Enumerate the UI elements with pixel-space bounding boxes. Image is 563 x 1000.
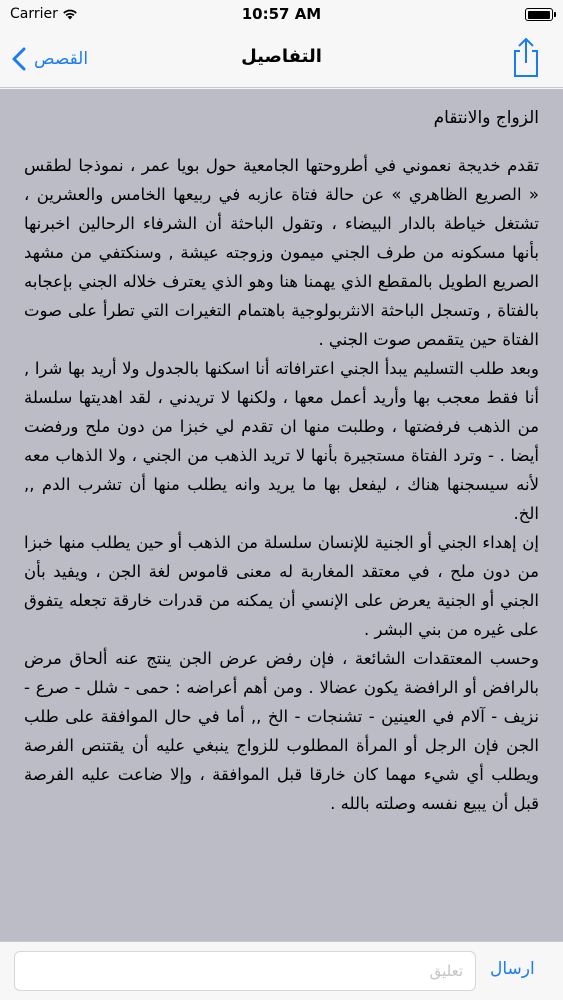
status-time: 10:57 AM	[241, 5, 322, 23]
share-icon[interactable]	[509, 36, 543, 78]
back-button-label: القصص	[34, 49, 89, 69]
comment-input[interactable]	[14, 951, 476, 991]
comment-bar	[0, 941, 563, 1000]
status-bar	[0, 0, 563, 30]
story-article	[0, 89, 563, 818]
navigation-bar	[0, 30, 563, 88]
battery-icon	[525, 8, 553, 21]
story-content[interactable]	[0, 89, 563, 941]
page-title: التفاصيل	[241, 46, 322, 67]
send-button[interactable]: ارسال	[490, 959, 535, 979]
story-title: الزواج والانتقام	[433, 108, 539, 128]
carrier-label: Carrier	[10, 6, 58, 22]
story-body: تقدم خديجة نعموني في أطروحتها الجامعية حول بويا عمر ، نموذجا لطقس « الصريع الظاهري » عن حالة فتاة عازبه في ربيعها الخامس والعشرين ، تشتغل خياطة بالدار البيضاء ، وتقول الباحثة أن الشرفاء الرحالين اخبرنها بأنها مسكونه من طرف الجني ميمون وزوجته عيشة , وسنكتفي من مشهد الصريع الطويل بالمقطع الذي يهمنا هنا وهو الذي يعترف خلاله الجني بإعجابه بالفتاة , وتسجل الباحثة الانثربولوجية باهتمام التغيرات التي تطرأ على صوت الفتاة حين يتقمص صوت الجني . وبعد طلب التسليم يبدأ الجني اعترافاته أنا اسكنها بالجدول ولا أريد بها شرا , أنا فقط معجب بها وأريد أعمل معها ، ولكنها لا تريدني ، لقد اهديتها سلسلة من الذهب فرفضتها ، وطلبت منها ان تقدم لي خبزا من دون ملح ورفضت أيضا . - وترد الفتاة مستجيرة بأنها لا تريد الذهب من الجني ، ولا الذهاب معه لأنه سيسجنها هناك ، ليفعل بها ما يريد وانه يطلب منها أن تشرب الدم ,, الخ. إن إهداء الجني أو الجنية للإنسان سلسلة من الذهب أو حين يطلب منها خبزا من دون ملح ، في معتقد المغاربة له معنى قاموس لغة الجن ، ويفيد بأن الجني أو الجنية يعرض على الإنسي أن يمكنه من قدرات خارقة تجعله يتفوق على غيره من بني البشر . وحسب المعتقدات الشائعة ، فإن رفض عرض الجن ينتج عنه ألحاق مرض بالرافض أو الرافضة يكون عضالا . ومن أهم أعراضه : حمى - شلل - صرع - نزيف - آلام في العينين - تشنجات - الخ ,, أما في حال الموافقة على طلب الجن فإن الرجل أو المرأة المطلوب للزواج ينبغي عليه أن يقتنص الفرصة ويطلب أي شيء مهما كان خارقا قبل الموافقة ، وإلا ضاعت عليه الفرصة قبل أن يبيع نفسه وصلته بالله .	[24, 156, 539, 813]
